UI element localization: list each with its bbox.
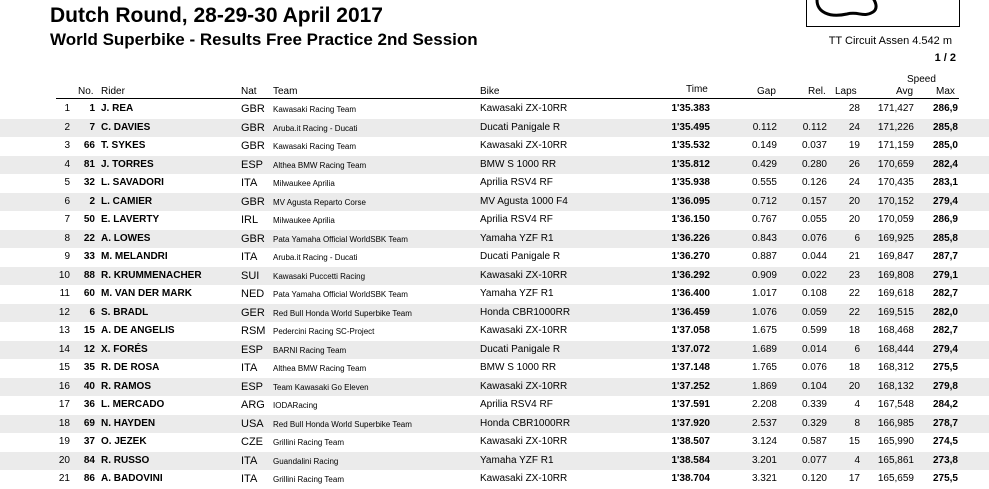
rel-cell: 0.014 [801,343,827,355]
rider-cell: L. MERCADO [101,399,165,410]
bike-cell: MV Agusta 1000 F4 [480,195,568,207]
team-cell: Althea BMW Racing Team [273,364,367,373]
team-cell: Kawasaki Puccetti Racing [273,271,366,281]
rider-cell: A. DE ANGELIS [101,325,175,336]
time-cell: 1'37.058 [671,325,710,336]
nationality-cell: RSM [241,325,266,337]
number-cell: 7 [89,121,95,133]
max-speed-cell: 273,8 [932,454,958,466]
rider-cell: L. SAVADORI [101,177,164,188]
gap-cell: 2.208 [751,399,777,410]
bike-cell: Honda CBR1000RR [480,417,571,429]
team-cell: Aruba.it Racing - Ducati [273,123,358,133]
rel-cell: 0.126 [801,177,827,188]
avg-speed-cell: 167,548 [877,399,914,410]
nationality-cell: GBR [241,195,265,208]
rel-cell: 0.339 [801,399,827,410]
bike-cell: Kawasaki ZX-10RR [480,140,568,151]
avg-speed-cell: 170,059 [877,214,914,225]
nationality-cell: GBR [241,103,265,115]
number-cell: 69 [83,417,95,429]
rider-cell: R. RUSSO [101,454,150,466]
max-speed-cell: 274,5 [932,436,958,447]
table-row [0,100,989,119]
time-cell: 1'38.584 [671,454,710,466]
page-subtitle: World Superbike - Results Free Practice 2nd Session [50,30,478,49]
table-row [0,396,989,415]
table-row [0,470,989,489]
nationality-cell: NED [241,288,265,300]
laps-cell: 22 [848,306,860,318]
avg-speed-cell: 171,226 [877,121,914,133]
gap-cell: 0.843 [751,232,777,244]
rider-cell: R. RAMOS [101,380,151,392]
laps-cell: 4 [854,399,860,410]
position-cell: 14 [58,343,70,355]
rel-cell: 0.120 [801,473,827,484]
position-cell: 20 [58,454,70,466]
gap-cell: 0.767 [751,214,777,225]
number-cell: 2 [89,195,95,207]
position-cell: 11 [59,288,70,299]
avg-speed-cell: 165,861 [877,454,914,466]
laps-cell: 26 [848,158,860,170]
number-cell: 36 [83,399,95,410]
rider-cell: A. LOWES [101,232,151,244]
bike-cell: Yamaha YZF R1 [480,454,554,466]
nationality-cell: CZE [241,436,263,448]
bike-cell: Yamaha YZF R1 [480,288,554,299]
team-cell: Kawasaki Racing Team [273,105,357,114]
circuit-map [806,0,960,27]
max-speed-cell: 282,0 [932,306,958,318]
track-layout-icon [807,0,959,26]
col-header-rider: Rider [101,86,125,97]
position-cell: 4 [64,158,70,170]
max-speed-cell: 275,5 [932,362,958,373]
laps-cell: 20 [848,195,860,207]
table-row [0,193,989,212]
rider-cell: R. KRUMMENACHER [101,269,202,281]
rider-cell: T. SYKES [101,140,146,151]
rel-cell: 0.599 [801,325,827,336]
nationality-cell: GBR [241,121,265,134]
team-cell: Grillini Racing Team [273,438,344,447]
bike-cell: BMW S 1000 RR [480,158,557,170]
max-speed-cell: 282,7 [932,325,958,336]
rel-cell: 0.037 [801,140,827,151]
gap-cell: 1.017 [751,288,777,299]
number-cell: 50 [83,214,95,225]
avg-speed-cell: 168,468 [877,325,914,336]
position-cell: 17 [58,399,70,410]
laps-cell: 20 [848,214,860,225]
time-cell: 1'38.507 [671,436,710,447]
nationality-cell: ITA [241,251,258,263]
col-header-avg: Avg [896,86,914,97]
col-header-max: Max [936,86,955,97]
nationality-cell: GBR [241,232,265,245]
avg-speed-cell: 168,312 [877,362,914,373]
bike-cell: Ducati Panigale R [480,251,561,262]
results-table [0,100,989,489]
table-row [0,378,989,397]
rider-cell: S. BRADL [101,306,149,318]
number-cell: 86 [83,473,95,484]
table-row [0,452,989,471]
bike-cell: Kawasaki ZX-10RR [480,103,568,114]
laps-cell: 18 [848,362,860,373]
rider-cell: R. DE ROSA [101,362,160,373]
col-header-nat: Nat [241,86,257,97]
nationality-cell: ITA [241,454,258,467]
position-cell: 15 [58,362,70,373]
laps-cell: 6 [854,343,860,355]
rider-cell: J. REA [101,103,134,114]
gap-cell: 0.112 [752,121,777,133]
position-cell: 6 [64,195,70,207]
max-speed-cell: 279,4 [932,195,958,207]
max-speed-cell: 279,8 [932,380,958,392]
table-row [0,230,989,249]
number-cell: 1 [89,103,95,114]
nationality-cell: IRL [241,214,259,226]
table-row [0,285,989,304]
rider-cell: O. JEZEK [101,436,147,447]
position-cell: 5 [64,177,70,188]
team-cell: Pata Yamaha Official WorldSBK Team [273,234,408,244]
gap-cell: 0.555 [751,177,777,188]
laps-cell: 28 [848,103,860,114]
nationality-cell: ITA [241,177,258,189]
time-cell: 1'35.495 [671,121,710,133]
rider-cell: E. LAVERTY [101,214,160,225]
time-cell: 1'36.400 [671,288,710,299]
number-cell: 81 [83,158,95,170]
position-cell: 1 [64,103,70,114]
bike-cell: Aprilia RSV4 RF [480,177,553,188]
rel-cell: 0.104 [801,380,827,392]
time-cell: 1'35.532 [671,140,710,151]
col-header-speed: Speed [907,74,936,85]
nationality-cell: GBR [241,140,265,152]
team-cell: Red Bull Honda World Superbike Team [273,419,412,429]
rider-cell: X. FORÉS [101,343,148,355]
nationality-cell: SUI [241,269,260,282]
number-cell: 88 [83,269,95,281]
laps-cell: 22 [848,288,860,299]
position-cell: 18 [58,417,70,429]
avg-speed-cell: 169,515 [877,306,914,318]
team-cell: Aruba.it Racing - Ducati [273,253,358,262]
time-cell: 1'37.920 [671,417,710,429]
nationality-cell: USA [241,417,264,430]
bike-cell: Ducati Panigale R [480,121,561,133]
gap-cell: 0.887 [751,251,777,262]
rel-cell: 0.059 [801,306,827,318]
table-row [0,119,989,138]
position-cell: 12 [58,306,70,318]
max-speed-cell: 282,7 [932,288,958,299]
max-speed-cell: 286,9 [932,214,958,225]
team-cell: IODARacing [273,401,318,410]
rel-cell: 0.044 [801,251,827,262]
team-cell: Team Kawasaki Go Eleven [273,382,369,392]
time-cell: 1'35.383 [671,103,710,114]
max-speed-cell: 285,8 [932,121,958,133]
time-cell: 1'36.226 [671,232,710,244]
max-speed-cell: 279,1 [932,269,958,281]
rider-cell: J. TORRES [101,158,154,170]
position-cell: 3 [64,140,70,151]
laps-cell: 17 [848,473,860,484]
max-speed-cell: 285,0 [932,140,958,151]
number-cell: 37 [83,436,95,447]
position-cell: 13 [58,325,70,336]
nationality-cell: ITA [241,473,258,485]
position-cell: 16 [58,380,70,392]
gap-cell: 2.537 [751,417,777,429]
header-divider [56,98,959,99]
table-row [0,267,989,286]
position-cell: 21 [58,473,70,484]
team-cell: Red Bull Honda World Superbike Team [273,308,412,318]
col-header-no: No. [78,86,94,97]
time-cell: 1'37.148 [671,362,710,373]
circuit-name: TT Circuit Assen 4.542 m [828,35,952,47]
laps-cell: 18 [848,325,860,336]
rider-cell: A. BADOVINI [101,473,163,484]
number-cell: 33 [83,251,95,262]
nationality-cell: ESP [241,343,264,356]
bike-cell: Yamaha YZF R1 [480,232,554,244]
team-cell: Guandalini Racing [273,456,339,466]
number-cell: 40 [83,380,95,392]
number-cell: 6 [89,306,95,318]
team-cell: Pata Yamaha Official WorldSBK Team [273,290,408,299]
bike-cell: BMW S 1000 RR [480,362,557,373]
avg-speed-cell: 170,435 [877,177,914,188]
max-speed-cell: 279,4 [932,343,958,355]
avg-speed-cell: 169,618 [877,288,914,299]
rel-cell: 0.329 [801,417,827,429]
max-speed-cell: 286,9 [932,103,958,114]
laps-cell: 24 [848,121,860,133]
laps-cell: 20 [848,380,860,392]
max-speed-cell: 285,8 [932,232,958,244]
table-row [0,211,989,230]
nationality-cell: GER [241,306,265,319]
team-cell: Kawasaki Racing Team [273,142,357,151]
position-cell: 10 [58,269,70,281]
rider-cell: M. VAN DER MARK [101,288,192,299]
avg-speed-cell: 170,152 [877,195,914,207]
gap-cell: 3.201 [751,454,777,466]
number-cell: 32 [83,177,95,188]
max-speed-cell: 282,4 [932,158,958,170]
max-speed-cell: 278,7 [932,417,958,429]
team-cell: Pedercini Racing SC-Project [273,327,375,336]
col-header-team: Team [273,86,298,97]
number-cell: 22 [83,232,95,244]
time-cell: 1'36.292 [671,269,710,281]
gap-cell: 3.321 [751,473,777,484]
team-cell: Milwaukee Aprilia [273,179,335,188]
col-header-time: Time [686,84,708,95]
bike-cell: Kawasaki ZX-10RR [480,380,568,392]
avg-speed-cell: 168,444 [877,343,914,355]
position-cell: 2 [64,121,70,133]
col-header-rel: Rel. [808,86,826,97]
rel-cell: 0.112 [802,121,827,133]
nationality-cell: ESP [241,380,264,393]
rider-cell: M. MELANDRI [101,251,168,262]
nationality-cell: ARG [241,399,265,411]
team-cell: Milwaukee Aprilia [273,216,335,225]
number-cell: 60 [83,288,95,299]
max-speed-cell: 275,5 [932,473,958,484]
avg-speed-cell: 170,659 [877,158,914,170]
max-speed-cell: 283,1 [932,177,958,188]
rel-cell: 0.076 [801,362,827,373]
table-row [0,248,989,267]
team-cell: BARNI Racing Team [273,345,347,355]
col-header-bike: Bike [480,86,500,97]
position-cell: 19 [58,436,70,447]
table-row [0,433,989,452]
number-cell: 66 [83,140,95,151]
gap-cell: 1.675 [751,325,777,336]
avg-speed-cell: 168,132 [877,380,914,392]
avg-speed-cell: 165,659 [877,473,914,484]
position-cell: 8 [64,232,70,244]
number-cell: 15 [83,325,95,336]
position-cell: 9 [64,251,70,262]
col-header-laps: Laps [835,86,857,97]
time-cell: 1'35.938 [671,177,710,188]
number-cell: 84 [83,454,95,466]
bike-cell: Kawasaki ZX-10RR [480,436,568,447]
nationality-cell: ITA [241,362,258,374]
bike-cell: Ducati Panigale R [480,343,561,355]
time-cell: 1'36.270 [671,251,710,262]
time-cell: 1'37.591 [671,399,710,410]
col-header-gap: Gap [757,86,776,97]
team-cell: MV Agusta Reparto Corse [273,197,366,207]
gap-cell: 0.712 [751,195,777,207]
rider-cell: C. DAVIES [101,121,151,133]
number-cell: 35 [83,362,95,373]
page-number: 1 / 2 [934,52,956,64]
team-cell: Grillini Racing Team [273,475,344,484]
avg-speed-cell: 169,808 [877,269,914,281]
table-row [0,322,989,341]
table-row [0,359,989,378]
table-row [0,137,989,156]
number-cell: 12 [83,343,95,355]
bike-cell: Kawasaki ZX-10RR [480,325,568,336]
laps-cell: 21 [848,251,860,262]
page-title: Dutch Round, 28-29-30 April 2017 [50,4,383,27]
bike-cell: Honda CBR1000RR [480,306,571,318]
gap-cell: 1.869 [751,380,777,392]
laps-cell: 23 [848,269,860,281]
gap-cell: 0.429 [751,158,777,170]
gap-cell: 1.076 [751,306,777,318]
rel-cell: 0.076 [801,232,827,244]
avg-speed-cell: 169,925 [877,232,914,244]
rel-cell: 0.587 [801,436,827,447]
table-row [0,156,989,175]
avg-speed-cell: 171,159 [877,140,914,151]
bike-cell: Kawasaki ZX-10RR [480,473,568,484]
laps-cell: 15 [848,436,860,447]
rel-cell: 0.108 [801,288,827,299]
time-cell: 1'37.252 [671,380,710,392]
gap-cell: 1.765 [751,362,777,373]
time-cell: 1'36.095 [671,195,710,207]
avg-speed-cell: 165,990 [877,436,914,447]
time-cell: 1'35.812 [671,158,710,170]
time-cell: 1'37.072 [671,343,710,355]
team-cell: Althea BMW Racing Team [273,160,367,170]
gap-cell: 0.149 [751,140,777,151]
gap-cell: 1.689 [751,343,777,355]
avg-speed-cell: 171,427 [877,103,914,114]
time-cell: 1'38.704 [671,473,710,484]
nationality-cell: ESP [241,158,264,171]
laps-cell: 4 [854,454,860,466]
gap-cell: 0.909 [751,269,777,281]
rel-cell: 0.077 [801,454,827,466]
laps-cell: 6 [854,232,860,244]
max-speed-cell: 287,7 [932,251,958,262]
max-speed-cell: 284,2 [932,399,958,410]
bike-cell: Kawasaki ZX-10RR [480,269,568,281]
rider-cell: N. HAYDEN [101,417,156,429]
laps-cell: 8 [854,417,860,429]
bike-cell: Aprilia RSV4 RF [480,214,553,225]
table-row [0,415,989,434]
position-cell: 7 [64,214,70,225]
table-row [0,174,989,193]
laps-cell: 19 [848,140,860,151]
rider-cell: L. CAMIER [101,195,153,207]
gap-cell: 3.124 [751,436,777,447]
rel-cell: 0.055 [801,214,827,225]
avg-speed-cell: 169,847 [877,251,914,262]
rel-cell: 0.280 [801,158,827,170]
bike-cell: Aprilia RSV4 RF [480,399,553,410]
table-row [0,341,989,360]
rel-cell: 0.022 [801,269,827,281]
time-cell: 1'36.150 [671,214,710,225]
laps-cell: 24 [848,177,860,188]
avg-speed-cell: 166,985 [877,417,914,429]
rel-cell: 0.157 [801,195,827,207]
table-row [0,304,989,323]
time-cell: 1'36.459 [671,306,710,318]
